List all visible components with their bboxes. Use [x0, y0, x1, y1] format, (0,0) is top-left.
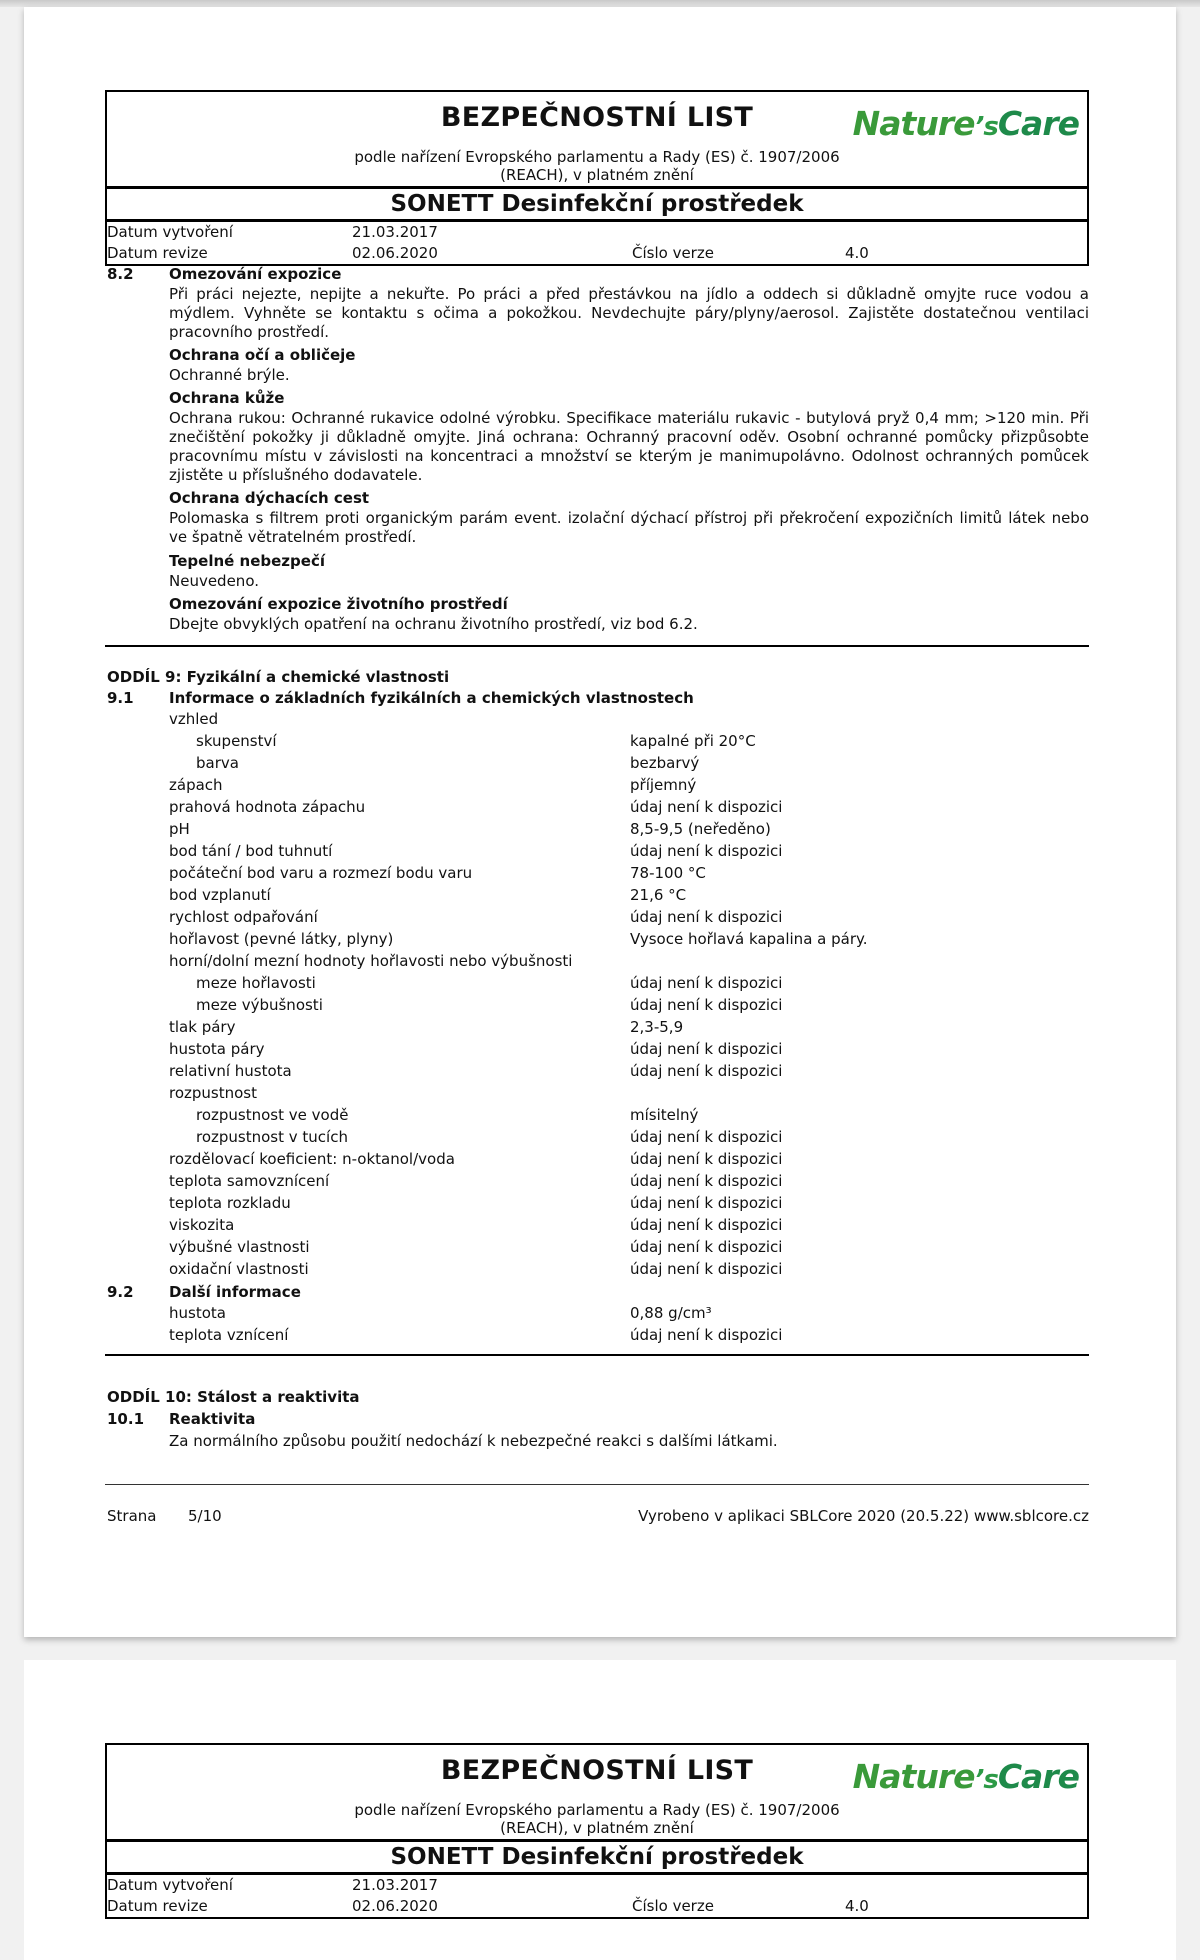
property-row — [169, 884, 1089, 906]
document-title: BEZPEČNOSTNÍ LIST — [440, 1755, 754, 1786]
property-label: pH — [169, 820, 190, 838]
paragraph: Ochranné brýle. — [169, 366, 290, 384]
property-label: rychlost odpařování — [169, 908, 318, 926]
section-title: ODDÍL 9: Fyzikální a chemické vlastnosti — [107, 668, 450, 686]
property-value: údaj není k dispozici — [630, 1194, 783, 1212]
property-value: údaj není k dispozici — [630, 798, 783, 816]
property-value: údaj není k dispozici — [630, 1172, 783, 1190]
paragraph: Při práci nejezte, nepijte a nekuřte. Po práci a před přestávkou na jídlo a oddech si důkladně omyjte ruce vodou a mýdlem. Vyhněte se kontaktu s očima a pokožkou. Nevdechujte páry/plyny/aerosol. Zajistěte dostatečnou ventilaci pracovního prostředí. — [169, 285, 1089, 341]
created-value: 21.03.2017 — [352, 1876, 438, 1894]
header-title-block — [107, 1745, 1087, 1842]
section-heading: Další informace — [169, 1283, 301, 1301]
property-label: relativní hustota — [169, 1062, 292, 1080]
property-row — [169, 730, 1089, 752]
property-label: teplota samovznícení — [169, 1172, 330, 1190]
property-label: vzhled — [169, 710, 219, 728]
section-heading: Reaktivita — [169, 1410, 256, 1428]
sds-header — [105, 1743, 1089, 1919]
property-value: údaj není k dispozici — [630, 1216, 783, 1234]
subsection-heading: Ochrana očí a obličeje — [169, 346, 356, 364]
regulation-subtitle: podle nařízení Evropského parlamentu a Rady (ES) č. 1907/2006 (REACH), v platném znění — [354, 1801, 840, 1837]
created-label: Datum vytvoření — [107, 1876, 233, 1894]
property-label: výbušné vlastnosti — [169, 1238, 310, 1256]
property-row — [169, 928, 1089, 950]
property-value: údaj není k dispozici — [630, 974, 783, 992]
property-value: údaj není k dispozici — [630, 908, 783, 926]
property-row — [169, 1038, 1089, 1060]
property-row — [169, 840, 1089, 862]
property-value: Vysoce hořlavá kapalina a páry. — [630, 930, 868, 948]
leaf-icon: ’s — [974, 112, 998, 142]
property-label: prahová hodnota zápachu — [169, 798, 366, 816]
property-row — [169, 708, 1089, 730]
product-name: SONETT Desinfekční prostředek — [107, 189, 1087, 222]
property-row — [169, 752, 1089, 774]
section-divider — [105, 645, 1089, 647]
section-number: 8.2 — [107, 265, 134, 283]
product-name: SONETT Desinfekční prostředek — [107, 1842, 1087, 1875]
property-label: viskozita — [169, 1216, 235, 1234]
property-label: hořlavost (pevné látky, plyny) — [169, 930, 394, 948]
property-row — [169, 1258, 1089, 1280]
version-value: 4.0 — [845, 1897, 869, 1915]
document-page-5 — [24, 7, 1176, 1637]
leaf-icon: ’s — [974, 1765, 998, 1795]
header-meta — [107, 1875, 1087, 1917]
property-row — [169, 1148, 1089, 1170]
section-divider — [105, 1354, 1089, 1356]
property-row — [169, 994, 1089, 1016]
property-value: údaj není k dispozici — [630, 1062, 783, 1080]
regulation-subtitle: podle nařízení Evropského parlamentu a Rady (ES) č. 1907/2006 (REACH), v platném znění — [354, 148, 840, 184]
property-row — [169, 1170, 1089, 1192]
property-value: 78-100 °C — [630, 864, 706, 882]
property-row — [169, 1192, 1089, 1214]
property-value: údaj není k dispozici — [630, 1260, 783, 1278]
property-label: rozdělovací koeficient: n-oktanol/voda — [169, 1150, 455, 1168]
property-row — [169, 1016, 1089, 1038]
property-label: zápach — [169, 776, 223, 794]
property-label: horní/dolní mezní hodnoty hořlavosti nebo výbušnosti — [169, 952, 573, 970]
footer-divider — [105, 1484, 1089, 1485]
version-value: 4.0 — [845, 244, 869, 262]
property-row — [169, 1236, 1089, 1258]
revised-label: Datum revize — [107, 1897, 208, 1915]
version-label: Číslo verze — [632, 1897, 714, 1915]
property-label: počáteční bod varu a rozmezí bodu varu — [169, 864, 473, 882]
property-label: tlak páry — [169, 1018, 236, 1036]
property-label: hustota páry — [169, 1040, 265, 1058]
natures-care-logo: Nature’sCare — [852, 1757, 1079, 1796]
property-row: hustota 0,88 g/cm³ — [169, 1304, 712, 1322]
property-value: bezbarvý — [630, 754, 700, 772]
generator-note: Vyrobeno v aplikaci SBLCore 2020 (20.5.22) www.sblcore.cz — [638, 1507, 1089, 1525]
property-label: bod tání / bod tuhnutí — [169, 842, 333, 860]
property-value: mísitelný — [630, 1106, 699, 1124]
natures-care-logo: Nature’sCare — [852, 104, 1079, 143]
document-page-6 — [24, 1660, 1176, 1960]
property-row — [169, 1104, 1089, 1126]
section-number: 9.2 — [107, 1283, 134, 1301]
property-row — [169, 972, 1089, 994]
property-value: příjemný — [630, 776, 697, 794]
property-label: meze výbušnosti — [196, 996, 323, 1014]
property-row — [169, 1060, 1089, 1082]
version-label: Číslo verze — [632, 244, 714, 262]
viewer-top-shadow — [0, 0, 1200, 7]
property-label: rozpustnost v tucích — [196, 1128, 348, 1146]
property-label: teplota rozkladu — [169, 1194, 291, 1212]
page-label: Strana — [107, 1507, 157, 1525]
property-value: údaj není k dispozici — [630, 1040, 783, 1058]
header-meta — [107, 222, 1087, 264]
property-label: barva — [196, 754, 239, 772]
property-row — [169, 1214, 1089, 1236]
section-number: 9.1 — [107, 689, 134, 707]
property-row — [169, 950, 1089, 972]
property-label: rozpustnost — [169, 1084, 257, 1102]
property-row — [169, 1126, 1089, 1148]
subsection-heading: Ochrana dýchacích cest — [169, 489, 370, 507]
property-label: meze hořlavosti — [196, 974, 316, 992]
property-value: kapalné při 20°C — [630, 732, 756, 750]
subsection-heading: Tepelné nebezpečí — [169, 552, 325, 570]
paragraph: Neuvedeno. — [169, 572, 259, 590]
property-value: údaj není k dispozici — [630, 996, 783, 1014]
revised-value: 02.06.2020 — [352, 244, 438, 262]
property-value: údaj není k dispozici — [630, 842, 783, 860]
section-heading: Omezování expozice — [169, 265, 342, 283]
property-row — [169, 906, 1089, 928]
section-title: ODDÍL 10: Stálost a reaktivita — [107, 1388, 360, 1406]
section-heading: Informace o základních fyzikálních a chemických vlastnostech — [169, 689, 694, 707]
property-value: 2,3-5,9 — [630, 1018, 684, 1036]
paragraph: Za normálního způsobu použití nedochází k nebezpečné reakci s dalšími látkami. — [169, 1432, 778, 1450]
property-row — [169, 774, 1089, 796]
subsection-heading: Ochrana kůže — [169, 389, 285, 407]
property-label: bod vzplanutí — [169, 886, 271, 904]
property-value: údaj není k dispozici — [630, 1128, 783, 1146]
subsection-heading: Omezování expozice životního prostředí — [169, 595, 508, 613]
header-title-block — [107, 92, 1087, 189]
created-label: Datum vytvoření — [107, 223, 233, 241]
property-value: 8,5-9,5 (neředěno) — [630, 820, 771, 838]
property-label: oxidační vlastnosti — [169, 1260, 309, 1278]
page-number: 5/10 — [188, 1507, 222, 1525]
document-title: BEZPEČNOSTNÍ LIST — [440, 102, 754, 133]
created-value: 21.03.2017 — [352, 223, 438, 241]
paragraph: Ochrana rukou: Ochranné rukavice odolné výrobku. Specifikace materiálu rukavic - butylová pryž 0,4 mm; >120 min. Při znečištění pokožky ji důkladně omyjte. Jiná ochrana: Ochranný pracovní oděv. Osobní ochranné pomůcky přizpůsobte pracovnímu místu v závislosti na koncentraci a množství se kterým je manimupolávno. Odolnost ochranných pomůcek zjistěte u příslušného dodavatele. — [169, 409, 1089, 484]
property-value: 21,6 °C — [630, 886, 687, 904]
section-number: 10.1 — [107, 1410, 145, 1428]
property-row — [169, 1082, 1089, 1104]
revised-value: 02.06.2020 — [352, 1897, 438, 1915]
sds-header — [105, 90, 1089, 266]
property-row: teplota vznícení údaj není k dispozici — [169, 1326, 783, 1344]
paragraph: Polomaska s filtrem proti organickým parám event. izolační dýchací přístroj při překročení expozičních limitů látek nebo ve špatně větratelném prostředí. — [169, 509, 1089, 546]
property-value: údaj není k dispozici — [630, 1238, 783, 1256]
revised-label: Datum revize — [107, 244, 208, 262]
property-value: údaj není k dispozici — [630, 1150, 783, 1168]
property-label: rozpustnost ve vodě — [196, 1106, 349, 1124]
property-row — [169, 818, 1089, 840]
property-label: skupenství — [196, 732, 277, 750]
paragraph: Dbejte obvyklých opatření na ochranu životního prostředí, viz bod 6.2. — [169, 615, 698, 633]
property-row — [169, 862, 1089, 884]
property-row — [169, 796, 1089, 818]
